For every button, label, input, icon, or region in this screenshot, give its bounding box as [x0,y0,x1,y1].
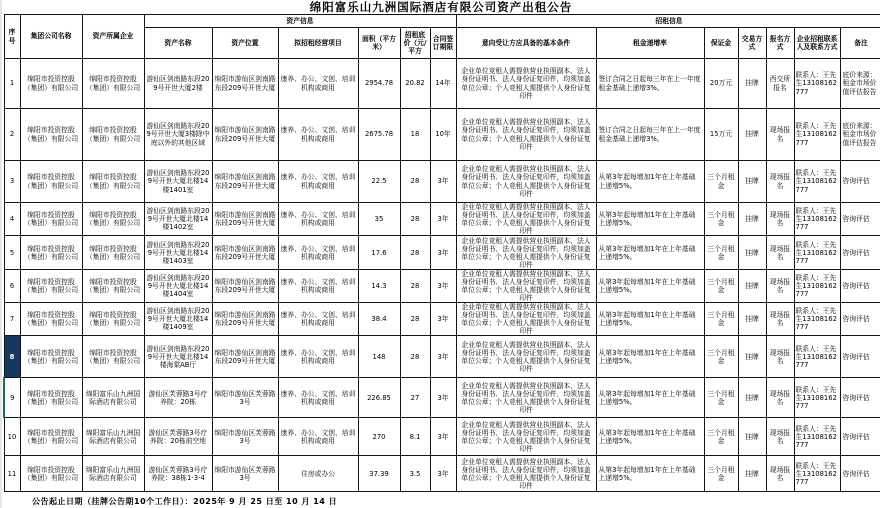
cell-area[interactable]: 2954.78 [358,59,400,109]
cell-transaction-method[interactable]: 挂牌 [738,303,766,336]
cell-contact[interactable]: 联系人：王先生13108162777 [794,203,840,236]
header-asset-location[interactable]: 资产位置 [212,28,278,59]
cell-remarks[interactable]: 咨询评估 [840,236,880,270]
cell-conditions[interactable]: 企业单位竞租人需提供营业执照副本、法人身份证明书、法人身份证复印件，均须加盖单位公章；个人竞租人需提供个人身份证复印件 [456,378,596,418]
cell-seq[interactable]: 3 [4,161,20,203]
cell-conditions[interactable]: 企业单位竞租人需提供营业执照副本、法人身份证明书、法人身份证复印件，均须加盖单位公章；个人竞租人需提供个人身份证复印件 [456,270,596,303]
table-body [4,59,880,492]
cell-base-price[interactable]: 3.5 [400,456,430,492]
cell-conditions[interactable]: 企业单位竞租人需提供营业执照副本、法人身份证明书、法人身份证复印件，均须加盖单位公章；个人竞租人需提供个人身份证复印件 [456,203,596,236]
cell-rent-increase[interactable]: 从第3年起每增加1年在上年基础上递增5%。 [596,418,704,456]
cell-registration-method[interactable]: 现场报名 [766,456,794,492]
header-deposit[interactable]: 保证金 [704,28,738,59]
asset-rental-table [3,14,880,492]
cell-transaction-method[interactable]: 挂牌 [738,378,766,418]
table-row [4,336,880,378]
cell-registration-method[interactable]: 现场报名 [766,303,794,336]
cell-asset-owner[interactable]: 绵阳市投资控股（集团）有限公司 [82,203,144,236]
cell-contact[interactable]: 联系人：王先生13108162777 [794,456,840,492]
cell-contract-term[interactable]: 14年 [430,59,456,109]
cell-transaction-method[interactable]: 挂牌 [738,336,766,378]
cell-rent-increase[interactable]: 从第3年起每增加1年在上年基础上递增5%。 [596,303,704,336]
cell-area[interactable]: 148 [358,336,400,378]
cell-transaction-method[interactable]: 挂牌 [738,456,766,492]
header-asset-name[interactable]: 资产名称 [144,28,212,59]
cell-deposit[interactable]: 三个月租金 [704,236,738,270]
cell-remarks[interactable]: 咨询评估 [840,270,880,303]
cell-contact[interactable]: 联系人：王先生13108162777 [794,378,840,418]
cell-registration-method[interactable]: 现场报名 [766,236,794,270]
cell-remarks[interactable]: 咨询评估 [840,203,880,236]
cell-contact[interactable]: 联系人：王先生13108162777 [794,418,840,456]
cell-area[interactable]: 22.5 [358,161,400,203]
cell-area[interactable]: 38.4 [358,303,400,336]
cell-business-project[interactable]: 住房或办公 [278,456,358,492]
cell-seq[interactable]: 1 [4,59,20,109]
cell-conditions[interactable]: 企业单位竞租人需提供营业执照副本、法人身份证明书、法人身份证复印件，均须加盖单位公章；个人竞租人需提供个人身份证复印件 [456,161,596,203]
cell-asset-location[interactable]: 绵阳市游仙区剑南路东段209号开世大厦 [212,236,278,270]
cell-contract-term[interactable]: 3年 [430,378,456,418]
cell-seq[interactable]: 7 [4,303,20,336]
cell-asset-name[interactable]: 游仙区芙蓉路3号疗养院：20栋 [144,378,212,418]
cell-remarks[interactable]: 咨询评估 [840,336,880,378]
cell-base-price[interactable]: 28 [400,270,430,303]
cell-group-company[interactable]: 绵阳市投资控股（集团）有限公司 [20,336,82,378]
header-conditions[interactable]: 意向受让方应具备的基本条件 [456,28,596,59]
table-row [4,418,880,456]
cell-base-price[interactable]: 28 [400,303,430,336]
cell-contract-term[interactable]: 3年 [430,456,456,492]
cell-rent-increase[interactable]: 签订合同之日起每三年在上一年度租金基础上递增3%。 [596,59,704,109]
header-area[interactable]: 面积（平方米） [358,28,400,59]
table-row [4,161,880,203]
header-rent-increase[interactable]: 租金递增率 [596,28,704,59]
cell-asset-location[interactable]: 绵阳市游仙区剑南路东段209号开世大厦 [212,59,278,109]
cell-seq[interactable]: 11 [4,456,20,492]
cell-business-project[interactable]: 康养、办公、文创、培训机构或商用 [278,59,358,109]
cell-contact[interactable]: 联系人：王先生13108162777 [794,270,840,303]
cell-registration-method[interactable]: 现场报名 [766,418,794,456]
cell-registration-method[interactable]: 现场报名 [766,161,794,203]
cell-rent-increase[interactable]: 从第3年起每增加1年在上年基础上递增5%。 [596,270,704,303]
cell-contact[interactable]: 联系人：王先生13108162777 [794,109,840,161]
cell-base-price[interactable]: 20.82 [400,59,430,109]
header-remarks[interactable]: 备注 [840,28,880,59]
cell-asset-owner[interactable]: 绵阳市投资控股（集团）有限公司 [82,270,144,303]
cell-group-company[interactable]: 绵阳市投资控股（集团）有限公司 [20,109,82,161]
cell-asset-location[interactable]: 绵阳市游仙区芙蓉路3号 [212,456,278,492]
announcement-period[interactable]: 公告起止日期（挂牌公告期10个工作日）：2025年 9 月 25 日至 10 月 14 日 [32,497,338,507]
cell-conditions[interactable]: 企业单位竞租人需提供营业执照副本、法人身份证明书、法人身份证复印件，均须加盖单位公章；个人竞租人需提供个人身份证复印件 [456,59,596,109]
cell-deposit[interactable]: 三个月租金 [704,456,738,492]
cell-asset-owner[interactable]: 绵阳富乐山九洲国际酒店有限公司 [82,456,144,492]
table-header [4,15,880,59]
table-row [4,378,880,418]
cell-contract-term[interactable]: 3年 [430,418,456,456]
cell-asset-location[interactable]: 绵阳市游仙区剑南路东段209号开世大厦 [212,109,278,161]
cell-base-price[interactable]: 28 [400,236,430,270]
page-title[interactable]: 绵阳富乐山九洲国际酒店有限公司资产出租公告 [309,0,573,14]
cell-rent-increase[interactable]: 从第3年起每增加1年在上年基础上递增5%。 [596,236,704,270]
cell-contract-term[interactable]: 3年 [430,203,456,236]
cell-asset-name[interactable]: 游仙区剑南路东段209号开世大厦3楼除中庭以外的其他区域 [144,109,212,161]
cell-area[interactable]: 2675.78 [358,109,400,161]
cell-contract-term[interactable]: 3年 [430,270,456,303]
cell-asset-name[interactable]: 游仙区剑南路东段209号开世大厦北楼14楼1401室 [144,161,212,203]
cell-group-company[interactable]: 绵阳市投资控股（集团）有限公司 [20,203,82,236]
cell-registration-method[interactable]: 现场报名 [766,378,794,418]
cell-asset-name[interactable]: 游仙区剑南路东段209号开世大厦北楼14楼1402室 [144,203,212,236]
cell-base-price[interactable]: 8.1 [400,418,430,456]
cell-asset-owner[interactable]: 绵阳市投资控股（集团）有限公司 [82,109,144,161]
cell-area[interactable]: 14.3 [358,270,400,303]
cell-contract-term[interactable]: 3年 [430,236,456,270]
cell-conditions[interactable]: 企业单位竞租人需提供营业执照副本、法人身份证明书、法人身份证复印件，均须加盖单位公章；个人竞租人需提供个人身份证复印件 [456,303,596,336]
cell-deposit[interactable]: 三个月租金 [704,418,738,456]
cell-contact[interactable]: 联系人：王先生13108162777 [794,236,840,270]
table-row [4,109,880,161]
header-registration-method[interactable]: 报名方式 [766,28,794,59]
cell-asset-location[interactable]: 绵阳市游仙区剑南路东段209号开世大厦 [212,303,278,336]
cell-asset-location[interactable]: 绵阳市游仙区剑南路东段209号开世大厦 [212,161,278,203]
cell-seq[interactable]: 2 [4,109,20,161]
table-row [4,456,880,492]
cell-asset-name[interactable]: 游仙区剑南路东段209号开世大厦2楼 [144,59,212,109]
header-asset-info-group[interactable]: 资产信息 [144,15,456,28]
cell-conditions[interactable]: 企业单位竞租人需提供营业执照副本、法人身份证明书、法人身份证复印件，均须加盖单位公章；个人竞租人需提供个人身份证复印件 [456,456,596,492]
cell-registration-method[interactable]: 现场报名 [766,270,794,303]
cell-transaction-method[interactable]: 挂牌 [738,236,766,270]
header-seq[interactable]: 序号 [4,15,20,59]
cell-asset-owner[interactable]: 绵阳市投资控股（集团）有限公司 [82,336,144,378]
cell-asset-location[interactable]: 绵阳市游仙区芙蓉路3号 [212,378,278,418]
cell-contact[interactable]: 联系人：王先生13108162777 [794,161,840,203]
cell-area[interactable]: 35 [358,203,400,236]
header-business-project[interactable]: 拟招租经营项目 [278,28,358,59]
cell-contact[interactable]: 联系人：王先生13108162777 [794,59,840,109]
cell-base-price[interactable]: 28 [400,203,430,236]
cell-remarks[interactable]: 底价来源：租金市场价值评估报告 [840,109,880,161]
header-contract-term[interactable]: 合同签订期限 [430,28,456,59]
table-row [4,303,880,336]
cell-contract-term[interactable]: 3年 [430,303,456,336]
cell-rent-increase[interactable]: 从第3年起每增加1年在上年基础上递增5%。 [596,336,704,378]
cell-rent-increase[interactable]: 从第3年起每增加1年在上年基础上递增5%。 [596,456,704,492]
cell-asset-name[interactable]: 游仙区剑南路东段209号开世大厦北楼14楼1404室 [144,270,212,303]
cell-remarks[interactable]: 咨询评估 [840,161,880,203]
cell-business-project[interactable]: 康养、办公、文创、培训机构或商用 [278,236,358,270]
cell-transaction-method[interactable]: 挂牌 [738,161,766,203]
header-row-group [4,15,880,28]
cell-rent-increase[interactable]: 从第3年起每增加1年在上年基础上递增5%。 [596,378,704,418]
cell-group-company[interactable]: 绵阳市投资控股（集团）有限公司 [20,59,82,109]
cell-base-price[interactable]: 27 [400,378,430,418]
cell-contract-term[interactable]: 3年 [430,161,456,203]
cell-group-company[interactable]: 绵阳市投资控股（集团）有限公司 [20,303,82,336]
cell-remarks[interactable]: 底价来源：租金市场价值评估报告 [840,59,880,109]
cell-conditions[interactable]: 企业单位竞租人需提供营业执照副本、法人身份证明书、法人身份证复印件，均须加盖单位公章；个人竞租人需提供个人身份证复印件 [456,336,596,378]
cell-asset-location[interactable]: 绵阳市游仙区芙蓉路3号 [212,418,278,456]
cell-asset-owner[interactable]: 绵阳市投资控股（集团）有限公司 [82,236,144,270]
cell-base-price[interactable]: 18 [400,109,430,161]
cell-base-price[interactable]: 28 [400,161,430,203]
cell-seq[interactable]: 5 [4,236,20,270]
cell-business-project[interactable]: 康养、办公、文创、培训机构或商用 [278,161,358,203]
table-row [4,236,880,270]
cell-registration-method[interactable]: 西交所报名 [766,59,794,109]
cell-rent-increase[interactable]: 从第3年起每增加1年在上年基础上递增5%。 [596,203,704,236]
cell-registration-method[interactable]: 现场报名 [766,336,794,378]
cell-asset-owner[interactable]: 绵阳市投资控股（集团）有限公司 [82,59,144,109]
table-row [4,203,880,236]
cell-area[interactable]: 270 [358,418,400,456]
cell-asset-owner[interactable]: 绵阳市投资控股（集团）有限公司 [82,303,144,336]
cell-group-company[interactable]: 绵阳市投资控股（集团）有限公司 [20,161,82,203]
cell-business-project[interactable]: 康养、办公、文创、培训机构或商用 [278,303,358,336]
cell-transaction-method[interactable]: 挂牌 [738,418,766,456]
cell-registration-method[interactable]: 现场报名 [766,109,794,161]
cell-deposit[interactable]: 三个月租金 [704,161,738,203]
cell-business-project[interactable]: 康养、办公、文创、培训机构或商用 [278,203,358,236]
cell-area[interactable]: 17.6 [358,236,400,270]
cell-rent-increase[interactable]: 签订合同之日起每三年在上一年度租金基础上递增3%。 [596,109,704,161]
cell-contact[interactable]: 联系人：王先生13108162777 [794,303,840,336]
cell-deposit[interactable]: 15万元 [704,109,738,161]
cell-contract-term[interactable]: 3年 [430,336,456,378]
cell-rent-increase[interactable]: 从第3年起每增加1年在上年基础上递增5%。 [596,161,704,203]
table-row [4,59,880,109]
cell-asset-owner[interactable]: 绵阳富乐山九洲国际酒店有限公司 [82,418,144,456]
cell-deposit[interactable]: 三个月租金 [704,270,738,303]
cell-asset-location[interactable]: 绵阳市游仙区剑南路东段209号开世大厦 [212,270,278,303]
cell-deposit[interactable]: 三个月租金 [704,378,738,418]
cell-area[interactable]: 226.85 [358,378,400,418]
cell-seq[interactable]: 6 [4,270,20,303]
cell-deposit[interactable]: 三个月租金 [704,203,738,236]
cell-seq[interactable]: 10 [4,418,20,456]
cell-deposit[interactable]: 三个月租金 [704,336,738,378]
header-base-price[interactable]: 招租底价（元/平方 [400,28,430,59]
cell-group-company[interactable]: 绵阳市投资控股（集团）有限公司 [20,456,82,492]
cell-asset-location[interactable]: 绵阳市游仙区剑南路东段209号开世大厦 [212,203,278,236]
cell-base-price[interactable]: 28 [400,336,430,378]
table-row [4,270,880,303]
cell-registration-method[interactable]: 现场报名 [766,203,794,236]
header-asset-owner[interactable]: 资产所属企业 [82,15,144,59]
cell-seq[interactable]: 9 [4,378,20,418]
cell-transaction-method[interactable]: 挂牌 [738,203,766,236]
cell-asset-owner[interactable]: 绵阳市投资控股（集团）有限公司 [82,161,144,203]
cell-conditions[interactable]: 企业单位竞租人需提供营业执照副本、法人身份证明书、法人身份证复印件，均须加盖单位公章；个人竞租人需提供个人身份证复印件 [456,236,596,270]
cell-deposit[interactable]: 20万元 [704,59,738,109]
cell-asset-name[interactable]: 游仙区芙蓉路3号疗养院：20栋前空地 [144,418,212,456]
cell-transaction-method[interactable]: 挂牌 [738,109,766,161]
cell-conditions[interactable]: 企业单位竞租人需提供营业执照副本、法人身份证明书、法人身份证复印件，均须加盖单位公章；个人竞租人需提供个人身份证复印件 [456,418,596,456]
cell-business-project[interactable]: 康养、办公、文创、培训机构或商用 [278,378,358,418]
cell-asset-location[interactable]: 绵阳市游仙区剑南路东段209号开世大厦 [212,336,278,378]
cell-remarks[interactable]: 咨询评估 [840,378,880,418]
cell-business-project[interactable]: 康养、办公、文创、培训机构或商用 [278,418,358,456]
cell-contract-term[interactable]: 10年 [430,109,456,161]
cell-group-company[interactable]: 绵阳市投资控股（集团）有限公司 [20,418,82,456]
cell-transaction-method[interactable]: 挂牌 [738,270,766,303]
cell-asset-name[interactable]: 游仙区芙蓉路3号疗养院：38栋1-3-4 [144,456,212,492]
header-contact[interactable]: 企业招租联系人及联系方式 [794,28,840,59]
cell-group-company[interactable]: 绵阳市投资控股（集团）有限公司 [20,270,82,303]
cell-group-company[interactable]: 绵阳市投资控股（集团）有限公司 [20,236,82,270]
cell-group-company[interactable]: 绵阳市投资控股（集团）有限公司 [20,378,82,418]
cell-asset-owner[interactable]: 绵阳富乐山九洲国际酒店有限公司 [82,378,144,418]
header-rental-info-group[interactable]: 招租信息 [456,15,880,28]
cell-deposit[interactable]: 三个月租金 [704,303,738,336]
cell-asset-name[interactable]: 游仙区剑南路东段209号开世大厦北楼14楼海棠AB厅 [144,336,212,378]
cell-area[interactable]: 37.39 [358,456,400,492]
cell-remarks[interactable]: 咨询评估 [840,303,880,336]
cell-business-project[interactable]: 康养、办公、文创、培训机构或商用 [278,336,358,378]
cell-asset-name[interactable]: 游仙区剑南路东段209号开世大厦北楼14楼1409室 [144,303,212,336]
cell-seq[interactable]: 4 [4,203,20,236]
cell-transaction-method[interactable]: 挂牌 [738,59,766,109]
cell-business-project[interactable]: 康养、办公、文创、培训机构或商用 [278,270,358,303]
cell-remarks[interactable]: 咨询评估 [840,456,880,492]
cell-conditions[interactable]: 企业单位竞租人需提供营业执照副本、法人身份证明书、法人身份证复印件，均须加盖单位公章；个人竞租人需提供个人身份证复印件 [456,109,596,161]
cell-business-project[interactable]: 康养、办公、文创、培训机构或商用 [278,109,358,161]
header-group-company[interactable]: 集团公司名称 [20,15,82,59]
cell-seq[interactable]: 8 [4,336,20,378]
cell-remarks[interactable]: 咨询评估 [840,418,880,456]
cell-asset-name[interactable]: 游仙区剑南路东段209号开世大厦北楼14楼1403室 [144,236,212,270]
cell-contact[interactable]: 联系人：王先生13108162777 [794,336,840,378]
header-transaction-method[interactable]: 交易方式 [738,28,766,59]
